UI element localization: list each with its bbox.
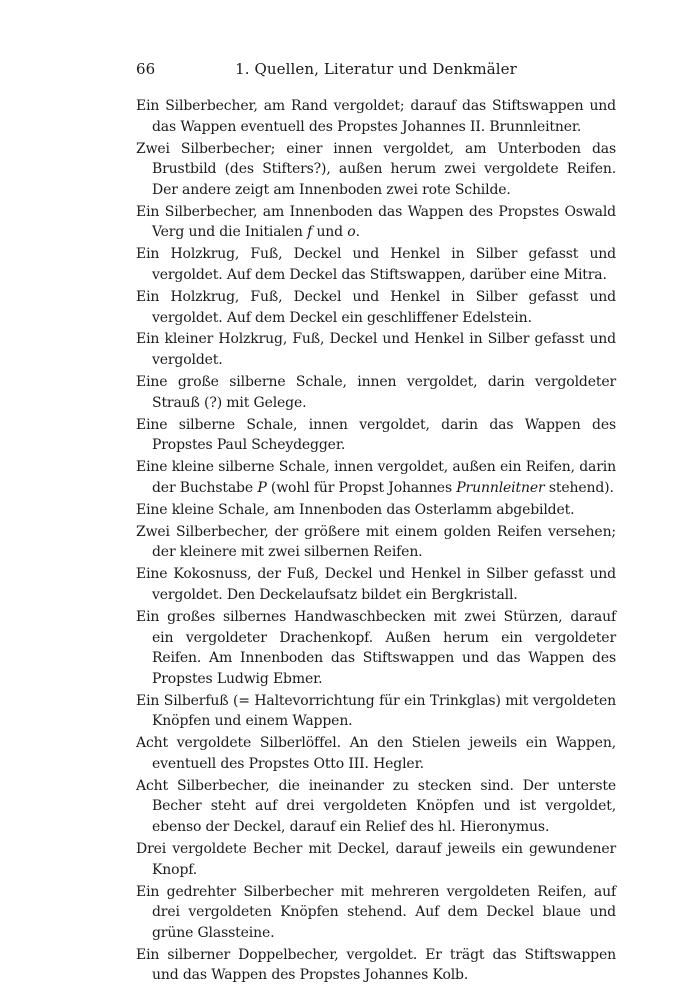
inventory-entry: Ein silberner Doppelbecher, vergoldet. Er trägt das Stiftswappen und das Wappen des Propstes Johannes Kolb.	[136, 946, 616, 984]
inventory-entry: Ein Silberbecher, am Innenboden das Wappen des Propstes Oswald Verg und die Initialen f und o.	[136, 203, 616, 241]
inventory-entry: Eine kleine Schale, am Innenboden das Osterlamm abgebildet.	[136, 501, 575, 518]
inventory-entry: Acht Silberbecher, die ineinander zu stecken sind. Der unterste Becher steht auf drei vergoldeten Knöpfen und ist vergoldet, ebenso der Deckel, darauf ein Relief des hl. Hieronymus.	[136, 777, 616, 836]
inventory-entry: Ein großes silbernes Handwaschbecken mit zwei Stürzen, darauf ein vergoldeter Drachenkopf. Außen herum ein vergoldeter Reifen. Am Innenboden das Stiftswappen und das Wappen des Propstes Ludwig Ebmer.	[136, 608, 616, 687]
inventory-entry: Ein kleiner Holzkrug, Fuß, Deckel und Henkel in Silber gefasst und vergoldet.	[136, 331, 616, 369]
inventory-entry: Zwei Silberbecher, der größere mit einem golden Reifen versehen; der kleinere mit zwei silbernen Reifen.	[136, 523, 616, 561]
inventory-entry: Eine kleine silberne Schale, innen vergoldet, außen ein Reifen, darin der Buchstabe P (wohl für Propst Johannes Prunnleitner stehend).	[136, 459, 616, 496]
inventory-list	[136, 96, 616, 987]
inventory-entry: Eine silberne Schale, innen vergoldet, darin das Wappen des Propstes Paul Scheydegger.	[136, 416, 616, 454]
inventory-entry: Ein gedrehter Silberbecher mit mehreren vergoldeten Reifen, auf drei vergoldeten Knöpfen stehend. Auf dem Deckel blaue und grüne Glassteine.	[136, 883, 616, 941]
inventory-entry: Ein Silberbecher, am Rand vergoldet; darauf das Stiftswappen und das Wappen eventuell des Propstes Johannes II. Brunnleitner.	[136, 98, 616, 135]
running-title: 1. Quellen, Literatur und Denkmäler	[235, 60, 517, 78]
inventory-entry: Eine Kokosnuss, der Fuß, Deckel und Henkel in Silber gefasst und vergoldet. Den Deckelaufsatz bildet ein Bergkristall.	[136, 566, 616, 603]
letter-p: P	[257, 479, 267, 496]
inventory-entry: Ein Holzkrug, Fuß, Deckel und Henkel in Silber gefasst und vergoldet. Auf dem Deckel das Stiftswappen, darüber eine Mitra.	[136, 246, 616, 283]
inventory-entry: Eine große silberne Schale, innen vergoldet, darin vergoldeter Strauß (?) mit Gelege.	[136, 374, 616, 411]
inventory-entry: Zwei Silberbecher; einer innen vergoldet, am Unterboden das Brustbild (des Stifters?), außen herum zwei vergoldete Reifen. Der andere zeigt am Innenboden zwei rote Schilde.	[136, 140, 616, 198]
page-number: 66	[136, 60, 156, 78]
name-prunnleitner: Prunnleitner	[456, 479, 545, 496]
inventory-entry: Acht vergoldete Silberlöffel. An den Stielen jeweils ein Wappen, eventuell des Propstes Otto III. Hegler.	[136, 735, 616, 772]
initial-o: o	[347, 224, 356, 241]
running-header	[136, 60, 616, 86]
initial-f: f	[307, 224, 313, 241]
inventory-entry: Ein Silberfuß (= Haltevorrichtung für ein Trinkglas) mit vergoldeten Knöpfen und einem Wappen.	[136, 692, 616, 730]
inventory-entry: Drei vergoldete Becher mit Deckel, darauf jeweils ein gewundener Knopf.	[136, 841, 616, 878]
inventory-entry: Ein Holzkrug, Fuß, Deckel und Henkel in Silber gefasst und vergoldet. Auf dem Deckel ein geschliffener Edelstein.	[136, 288, 616, 326]
